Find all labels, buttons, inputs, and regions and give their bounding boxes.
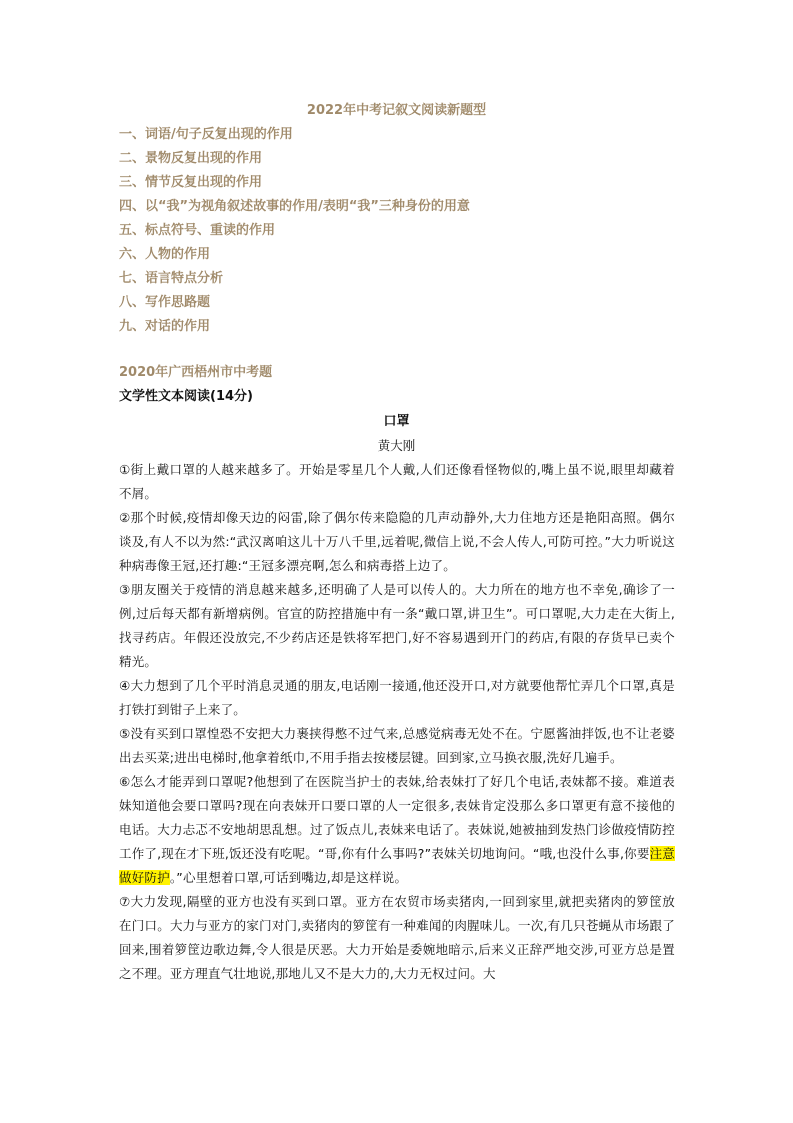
paragraph [119,770,675,890]
question-type-item: 五、标点符号、重读的作用 [119,223,276,238]
exam-source-heading: 2020年广西梧州市中考题 [119,365,273,380]
question-type-item: 七、语言特点分析 [119,271,224,286]
question-type-item: 一、词语/句子反复出现的作用 [119,127,293,142]
paragraph-text: 。”心里想着口罩,可话到嘴边,却是这样说。 [169,870,408,885]
question-type-item: 六、人物的作用 [119,247,211,262]
article-body [119,458,675,986]
question-type-item: 九、对话的作用 [119,319,211,334]
question-type-item: 八、写作思路题 [119,295,211,310]
paragraph: ③朋友圈关于疫情的消息越来越多,还明确了人是可以传人的。大力所在的地方也不幸免,确诊了一例,过后每天都有新增病例。官宣的防控措施中有一条“戴口罩,讲卫生”。可口罩呢,大力走在大街上,找寻药店。年假还没放完,不少药店还是铁将军把门,好不容易遇到开门的药店,有限的存货早已卖个精光。 [119,582,675,669]
paragraph-text: ⑥怎么才能弄到口罩呢?他想到了在医院当护士的表妹,给表妹打了好几个电话,表妹都不接。难道表妹知道他会要口罩吗?现在向表妹开口要口罩的人一定很多,表妹肯定没那么多口罩更有意不接他的电话。大力忐忑不安地胡思乱想。过了饭点儿,表妹来电话了。表妹说,她被抽到发热门诊做疫情防控工作了,现在才下班,饭还没有吃呢。“哥,你有什么事吗?”表妹关切地询问。“哦,也没什么事,你要 [119,774,675,861]
paragraph: ④大力想到了几个平时消息灵通的朋友,电话刚一接通,他还没开口,对方就要他帮忙弄几个口罩,真是打铁打到钳子上来了。 [119,678,675,717]
section-heading: 文学性文本阅读(14分) [119,389,253,404]
paragraph: ②那个时候,疫情却像天边的闷雷,除了偶尔传来隐隐的几声动静外,大力住地方还是艳阳高照。偶尔谈及,有人不以为然:“武汉离咱这儿十万八千里,远着呢,微信上说,不会人传人,可防可控。”大力听说这种病毒像王冠,还打趣:“王冠多漂亮啊,怎么和病毒搭上边了。 [119,510,675,573]
article-title: 口罩 [383,414,410,429]
highlighted-text: 注意做好防护 [119,846,675,885]
question-type-item: 四、以“我”为视角叙述故事的作用/表明“我”三种身份的用意 [119,199,470,214]
article-author: 黄大刚 [377,438,416,453]
document-title: 2022年中考记叙文阅读新题型 [306,103,487,118]
paragraph: ⑦大力发现,隔壁的亚方也没有买到口罩。亚方在农贸市场卖猪肉,一回到家里,就把卖猪肉的箩筐放在门口。大力与亚方的家门对门,卖猪肉的箩筐有一种难闻的肉腥味儿。一次,有几只苍蝇从市场跟了回来,围着箩筐边歌边舞,令人很是厌恶。大力开始是委婉地暗示,后来义正辞严地交涉,可亚方总是置之不理。亚方理直气壮地说,那地儿又不是大力的,大力无权过问。大 [119,894,675,981]
question-type-list [119,123,470,339]
question-type-item: 二、景物反复出现的作用 [119,151,263,166]
question-type-item: 三、情节反复出现的作用 [119,175,263,190]
paragraph: ①街上戴口罩的人越来越多了。开始是零星几个人戴,人们还像看怪物似的,嘴上虽不说,眼里却藏着不屑。 [119,462,675,501]
paragraph: ⑤没有买到口罩惶恐不安把大力裹挟得憋不过气来,总感觉病毒无处不在。宁愿酱油拌饭,也不让老婆出去买菜;进出电梯时,他拿着纸巾,不用手指去按楼层键。回到家,立马换衣服,洗好几遍手。 [119,726,675,765]
